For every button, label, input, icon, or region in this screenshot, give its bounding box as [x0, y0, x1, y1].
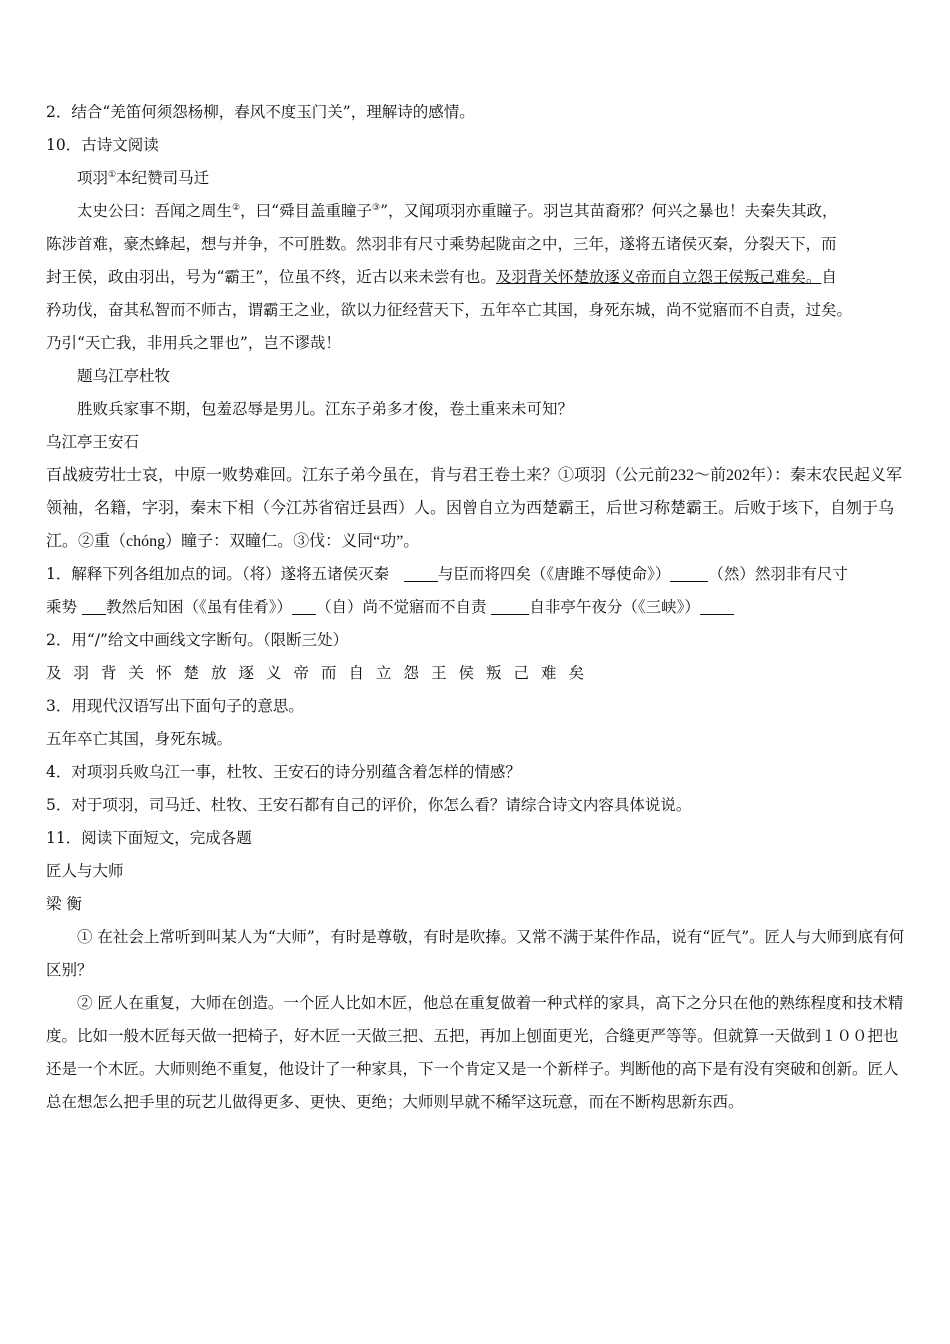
poem-dumu: 胜败兵家事不期，包羞忍辱是男儿。江东子弟多才俊，卷土重来未可知？ — [77, 400, 574, 418]
poem-title-dumu: 题乌江亭杜牧 — [77, 367, 171, 385]
answer-blank[interactable] — [82, 598, 106, 615]
question-1-line-2: 乘势 教然后知困（《虽有佳肴》） （自）尚不觉寤而不自责 自非亭午夜分（《三峡》） — [46, 591, 908, 624]
passage-line-4: 矜功伐，奋其私智而不师古，谓霸王之业，欲以力征经营天下，五年卒亡其国，身死东城，尚不觉寤而不自责，过矣。 — [46, 301, 853, 319]
footnote-mark: ① — [108, 170, 117, 180]
poem-wanganshi-and-notes: 百战疲劳壮士哀，中原一败势难回。江东子弟今虽在，肯与君王卷土来？①项羽（公元前232～前202年）：秦末农民起义军领袖，名籍，字羽，秦末下相（今江苏省宿迁县西）人。因曾自立为西楚霸王，后世习称楚霸王。后败于垓下，自刎于乌江。②重（chóng）瞳子：双瞳仁。③伐：义同“功”。 — [46, 467, 903, 550]
question-3-text: 五年卒亡其国，身死东城。 — [46, 730, 233, 748]
question-2-text: 及羽背关怀楚放逐义帝而自立怨王侯叛己难矣 — [46, 664, 597, 682]
answer-blank[interactable] — [491, 598, 529, 615]
q11-heading: 11．阅读下面短文，完成各题 — [46, 829, 252, 847]
answer-blank[interactable] — [292, 598, 316, 615]
passage-line-2: 陈涉首难，豪杰蜂起，想与并争，不可胜数。然羽非有尺寸乘势起陇亩之中，三年，遂将五诸侯灭秦，分裂天下，而 — [46, 235, 837, 253]
question-4: 4．对项羽兵败乌江一事，杜牧、王安石的诗分别蕴含着怎样的情感？ — [46, 763, 521, 781]
answer-blank[interactable] — [404, 565, 438, 582]
question-3: 3．用现代汉语写出下面句子的意思。 — [46, 697, 304, 715]
passage-title-xiangyu: 项羽①本纪赞司马迁 — [77, 169, 210, 187]
question-2: 2．用“/”给文中画线文字断句。（限断三处） — [46, 631, 349, 649]
q10-heading: 10．古诗文阅读 — [46, 136, 159, 154]
document-page — [46, 96, 908, 1119]
underlined-sentence: 及羽背关怀楚放逐义帝而自立怨王侯叛己难矣。 — [495, 268, 822, 286]
q9-item-2: 2．结合“羌笛何须怨杨柳，春风不度玉门关”，理解诗的感情。 — [46, 103, 475, 121]
article-title: 匠人与大师 — [46, 862, 124, 880]
question-1-line-1: 1．解释下列各组加点的词。（将）遂将五诸侯灭秦 与臣而将四矣（《唐雎不辱使命》） （然）然羽非有尺寸 — [46, 565, 848, 583]
article-paragraph-2: ② 匠人在重复，大师在创造。一个匠人比如木匠，他总在重复做着一种式样的家具，高下之分只在他的熟练程度和技术精度。比如一般木匠每天做一把椅子，好木匠一天做三把、五把，再加上刨面更光，合缝更严等等。但就算一天做到１００把也还是一个木匠。大师则绝不重复，他设计了一种家具，下一个肯定又是一个新样子。判断他的高下是有没有突破和创新。匠人总在想怎么把手里的玩艺儿做得更多、更快、更绝；大师则早就不稀罕这玩意，而在不断构思新东西。 — [46, 994, 904, 1111]
answer-blank[interactable] — [700, 598, 734, 615]
question-5: 5．对于项羽，司马迁、杜牧、王安石都有自己的评价，你怎么看？请综合诗文内容具体说说。 — [46, 796, 692, 814]
article-paragraph-1: ① 在社会上常听到叫某人为“大师”，有时是尊敬，有时是吹捧。又常不满于某件作品，说有“匠气”。匠人与大师到底有何区别？ — [46, 928, 905, 979]
article-author: 梁 衡 — [46, 895, 82, 913]
answer-blank[interactable] — [670, 565, 708, 582]
passage-line-1: 太史公曰：吾闻之周生②，曰“舜目盖重瞳子③”，又闻项羽亦重瞳子。羽岂其苗裔邪？何兴之暴也！夫秦失其政， — [77, 202, 838, 220]
poem-title-wanganshi: 乌江亭王安石 — [46, 433, 140, 451]
passage-line-3: 封王侯，政由羽出，号为“霸王”，位虽不终，近古以来未尝有也。及羽背关怀楚放逐义帝而自立怨王侯叛己难矣。自 — [46, 268, 837, 286]
passage-line-5: 乃引“天亡我，非用兵之罪也”，岂不谬哉！ — [46, 334, 341, 352]
